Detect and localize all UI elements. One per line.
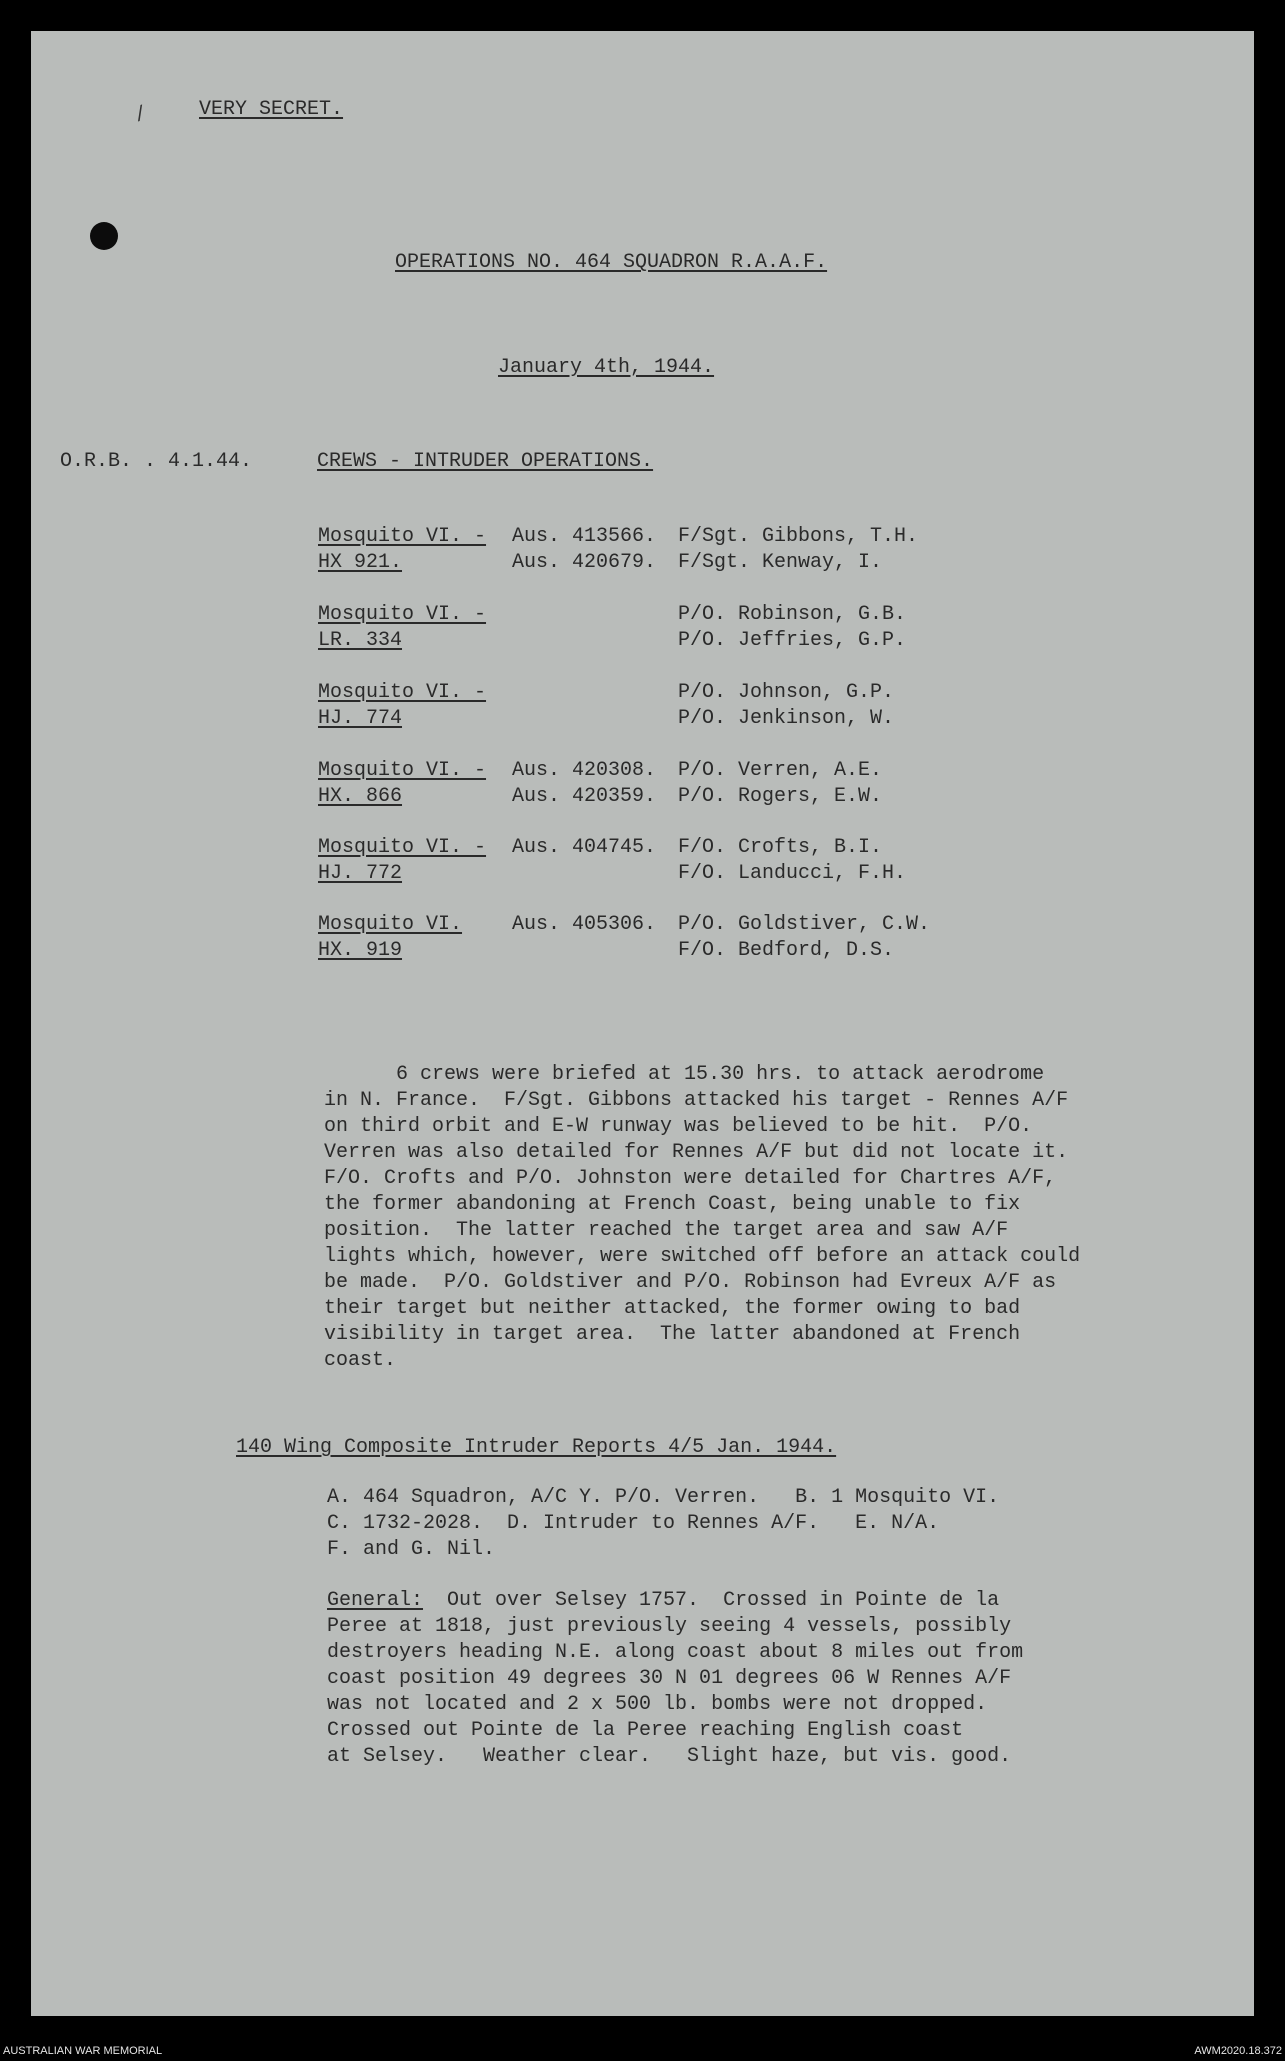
aircraft-serial: HX. 866 [318,785,403,808]
crew-member: F/O. Bedford, D.S. [678,939,895,962]
service-number: Aus. 405306. [512,913,657,936]
report-summary [327,1485,999,1563]
crew-member: P/O. Jenkinson, W. [678,707,895,730]
general-line: Crossed out Pointe de la Peree reaching English coast [327,1719,964,1742]
service-number: Aus. 420679. [512,551,657,574]
general-line: Peree at 1818, just previously seeing 4 vessels, possibly [327,1615,1012,1638]
aircraft-serial: HJ. 774 [318,707,403,730]
aircraft-serial: HX 921. [318,551,403,574]
narrative-line: position. The latter reached the target area and saw A/F [324,1219,1009,1242]
narrative-line: in N. France. F/Sgt. Gibbons attacked his target - Rennes A/F [324,1089,1069,1112]
service-number: Aus. 420359. [512,785,657,808]
aircraft-type: Mosquito VI. - [318,836,487,859]
narrative-line: visibility in target area. The latter abandoned at French [324,1323,1021,1346]
narrative-line: the former abandoning at French Coast, being unable to fix [324,1193,1021,1216]
general-report [327,1588,1023,1770]
classification-label: VERY SECRET. [199,98,344,121]
service-number: Aus. 413566. [512,525,657,548]
narrative-line: be made. P/O. Goldstiver and P/O. Robinson had Evreux A/F as [324,1271,1057,1294]
general-line: was not located and 2 x 500 lb. bombs were not dropped. [327,1693,988,1716]
narrative-line: 6 crews were briefed at 15.30 hrs. to attack aerodrome [324,1063,1045,1086]
narrative-line: coast. [324,1349,397,1372]
general-label: General: [327,1589,424,1612]
crew-member: P/O. Robinson, G.B. [678,603,907,626]
aircraft-type: Mosquito VI. [318,913,463,936]
document-title: OPERATIONS NO. 464 SQUADRON R.A.A.F. [395,251,828,274]
narrative-line: on third orbit and E-W runway was believed to be hit. P/O. [324,1115,1033,1138]
general-line: at Selsey. Weather clear. Slight haze, but vis. good. [327,1745,1012,1768]
service-number: Aus. 420308. [512,759,657,782]
narrative-line: lights which, however, were switched off before an attack could [324,1245,1081,1268]
general-line: coast position 49 degrees 30 N 01 degrees 06 W Rennes A/F [327,1667,1012,1690]
narrative-line: their target but neither attacked, the former owing to bad [324,1297,1021,1320]
aircraft-serial: LR. 334 [318,629,403,652]
section-heading: CREWS - INTRUDER OPERATIONS. [317,450,654,473]
footer-archive-name: AUSTRALIAN WAR MEMORIAL [3,2045,163,2057]
narrative-line: F/O. Crofts and P/O. Johnston were detailed for Chartres A/F, [324,1167,1057,1190]
service-number: Aus. 404745. [512,836,657,859]
report-heading: 140 Wing Composite Intruder Reports 4/5 Jan. 1944. [236,1436,837,1459]
aircraft-serial: HJ. 772 [318,862,403,885]
summary-line: C. 1732-2028. D. Intruder to Rennes A/F. E. N/A. [327,1512,940,1535]
crew-member: P/O. Jeffries, G.P. [678,629,907,652]
aircraft-serial: HX. 919 [318,939,403,962]
aircraft-type: Mosquito VI. - [318,759,487,782]
pencil-mark: / [131,102,151,129]
narrative-line: Verren was also detailed for Rennes A/F but did not locate it. [324,1141,1069,1164]
aircraft-type: Mosquito VI. - [318,525,487,548]
summary-line: F. and G. Nil. [327,1538,496,1561]
crew-member: P/O. Verren, A.E. [678,759,883,782]
crew-member: F/Sgt. Gibbons, T.H. [678,525,919,548]
narrative-paragraph [324,1062,1080,1374]
crew-member: F/O. Crofts, B.I. [678,836,883,859]
summary-line: A. 464 Squadron, A/C Y. P/O. Verren. B. 1 Mosquito VI. [327,1486,1000,1509]
punch-hole [90,222,118,250]
crew-member: F/O. Landucci, F.H. [678,862,907,885]
general-line: destroyers heading N.E. along coast about 8 miles out from [327,1641,1024,1664]
aircraft-type: Mosquito VI. - [318,603,487,626]
reference-label: O.R.B. . 4.1.44. [60,450,253,473]
crew-member: P/O. Rogers, E.W. [678,785,883,808]
aircraft-type: Mosquito VI. - [318,681,487,704]
general-line: Out over Selsey 1757. Crossed in Pointe de la [423,1589,1000,1612]
document-date: January 4th, 1944. [498,356,715,379]
crew-member: F/Sgt. Kenway, I. [678,551,883,574]
crew-member: P/O. Goldstiver, C.W. [678,913,931,936]
crew-member: P/O. Johnson, G.P. [678,681,895,704]
footer-item-id: AWM2020.18.372 [1194,2045,1282,2057]
